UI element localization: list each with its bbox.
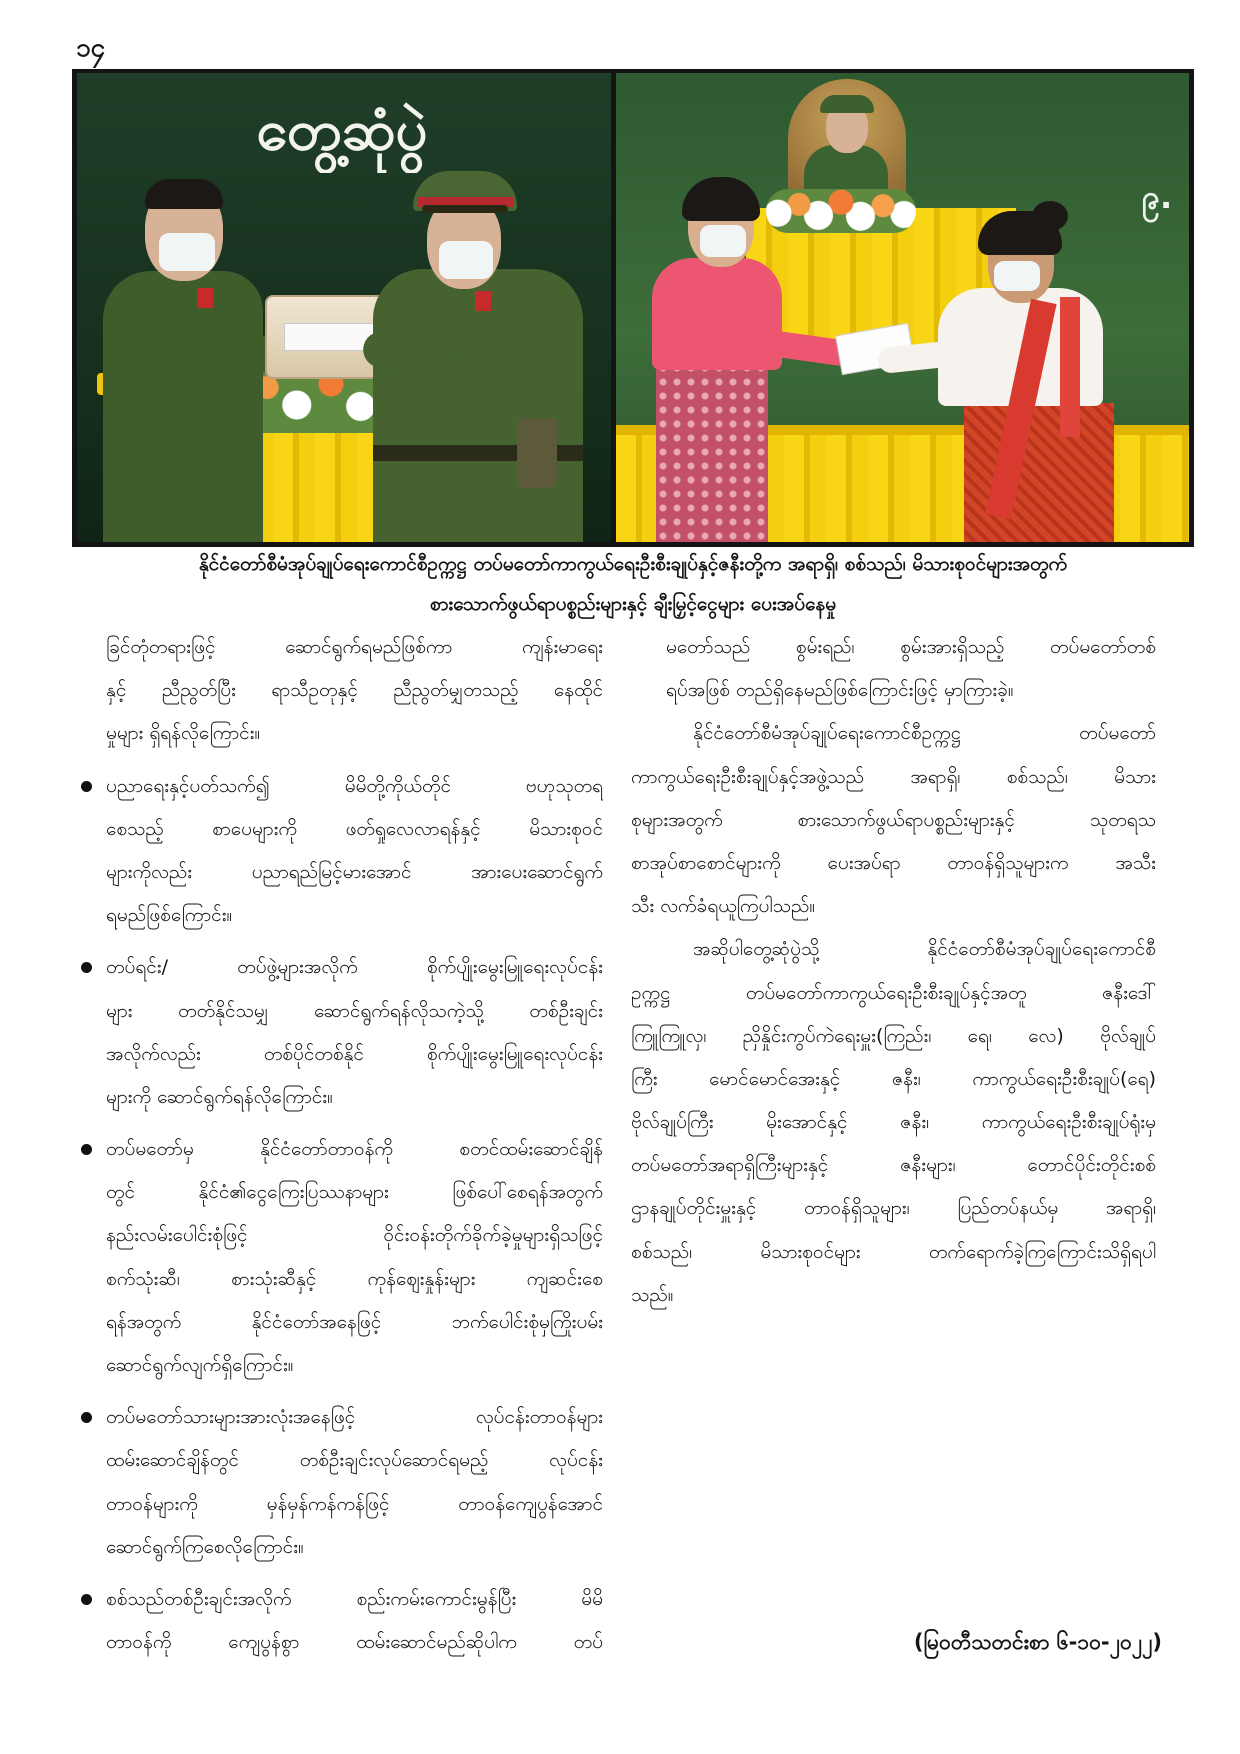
holster bbox=[517, 418, 557, 488]
text-line: တာဝန်ကို ကျေပွန်စွာ ထမ်းဆောင်မည်ဆိုပါက တပ် bbox=[106, 1631, 603, 1654]
woman-left-skirt bbox=[656, 361, 768, 542]
bullet-dot bbox=[81, 1412, 92, 1423]
cap-peak bbox=[422, 205, 508, 213]
text-line: ဆောင်ရွက်ကြစေလိုကြောင်း။ bbox=[106, 1535, 304, 1558]
officer-left-uniform bbox=[103, 271, 263, 542]
text-line: နိုင်ငံတော်စီမံအုပ်ချုပ်ရေးကောင်စီဥက္ကဋ္ဌ တပ်မတော် bbox=[693, 722, 1156, 745]
officer-left-face-mask bbox=[159, 233, 215, 271]
officer-left-insignia bbox=[197, 288, 213, 308]
backdrop-partial-text: ၉. bbox=[1142, 178, 1173, 216]
text-line: မတော်သည် စွမ်းရည်၊ စွမ်းအားရှိသည့် တပ်မတော်တစ် bbox=[666, 636, 1156, 658]
officer-right-insignia bbox=[475, 291, 491, 311]
photo-caption bbox=[76, 544, 1190, 624]
bullet-item bbox=[106, 765, 603, 938]
text-line: စက်သုံးဆီ၊ စားသုံးဆီနှင့် ကုန်ဈေးနှုန်းများ ကျဆင်းစေ bbox=[106, 1267, 603, 1290]
woman-left-hair bbox=[682, 177, 760, 221]
text-line: အဆိုပါတွေ့ဆုံပွဲသို့ နိုင်ငံတော်စီမံအုပ်ချုပ်ရေးကောင်စီ bbox=[693, 938, 1156, 961]
bullet-item bbox=[106, 946, 603, 1119]
text-line: စေသည့် စာပေများကို ဖတ်ရှုလေလာရန်နှင့် မိသားစုဝင် bbox=[106, 817, 603, 840]
text-line: တပ်မတော်အရာရှိကြီးများနှင့် ဇနီးများ၊ တောင်ပိုင်းတိုင်းစစ် bbox=[631, 1154, 1156, 1177]
text-line: စုများအတွက် စားသောက်ဖွယ်ရာပစ္စည်းများနှင့် သုတရသ bbox=[631, 808, 1156, 831]
woman-right-face-mask bbox=[994, 261, 1040, 291]
text-line: တွင် နိုင်ငံ၏ငွေကြေးပြဿနာများ ဖြစ်ပေါ်စေရန်အတွက် bbox=[106, 1181, 603, 1204]
woman-left-face-mask bbox=[700, 225, 746, 257]
source-citation: (မြဝတီသတင်းစာ ၆-၁၀-၂၀၂၂) bbox=[913, 1630, 1162, 1654]
backdrop-banner-text: တွေ့ဆုံပွဲ bbox=[256, 98, 428, 163]
body-paragraph bbox=[631, 712, 1156, 928]
text-line: များ တတ်နိုင်သမျှ ဆောင်ရွက်ရန်လိုသကဲ့သို့ တစ်ဦးချင်း bbox=[106, 999, 603, 1022]
text-line: ကာကွယ်ရေးဦးစီးချုပ်နှင့်အဖွဲ့သည် အရာရှိ၊ စစ်သည်၊ မိသား bbox=[631, 765, 1156, 788]
bullet-dot bbox=[81, 962, 92, 973]
bullet-item bbox=[106, 1578, 603, 1664]
text-line: အလိုက်လည်း တစ်ပိုင်တစ်နိုင် စိုက်ပျိုးမွေးမြူရေးလုပ်ငန်း bbox=[106, 1042, 603, 1065]
bullet-dot bbox=[81, 1594, 92, 1605]
red-scarf-end bbox=[1060, 297, 1080, 437]
bullet-item bbox=[106, 1396, 603, 1569]
officer-right-face-mask bbox=[439, 241, 493, 279]
officer-left-hair bbox=[145, 179, 223, 209]
text-line: ရန်အတွက် နိုင်ငံတော်အနေဖြင့် ဘက်ပေါင်းစုံမှကြိုးပမ်း bbox=[106, 1310, 603, 1333]
page-number: ၁၄ bbox=[76, 33, 106, 63]
seated-officer-cap bbox=[820, 95, 874, 113]
text-line: နှင့် ညီညွတ်ပြီး ရာသီဥတုနှင့် ညီညွတ်မျှတသည့် နေထိုင် bbox=[106, 679, 603, 702]
photo-frame bbox=[72, 69, 1194, 547]
text-line: ဗိုလ်ချုပ်ကြီး မိုးအောင်နှင့် ဇနီး၊ ကာကွယ်ရေးဦးစီးချုပ်ရုံးမှ bbox=[631, 1111, 1156, 1134]
text-line: ကြီး မောင်မောင်အေးနှင့် ဇနီး၊ ကာကွယ်ရေးဦးစီးချုပ်(ရေ) bbox=[631, 1067, 1156, 1090]
text-line: သီး လက်ခံရယူကြပါသည်။ bbox=[631, 895, 816, 918]
text-line: စစ်သည်၊ မိသားစုဝင်များ တက်ရောက်ခဲ့ကြကြောင်းသိရှိရပါ bbox=[631, 1240, 1156, 1263]
woman-right-hair-bun bbox=[1032, 201, 1068, 231]
bullet-item bbox=[106, 1128, 603, 1387]
body-paragraph bbox=[631, 928, 1156, 1317]
flower-arrangement bbox=[766, 189, 916, 233]
text-line: စစ်သည်တစ်ဦးချင်းအလိုက် စည်းကမ်းကောင်းမွန်ပြီး မိမိ bbox=[106, 1587, 603, 1610]
text-line: စာအုပ်စာစောင်များကို ပေးအပ်ရာ တာဝန်ရှိသူများက အသီး bbox=[631, 851, 1156, 874]
intro-paragraph bbox=[106, 626, 603, 756]
bullet-dot bbox=[81, 1144, 92, 1155]
text-line: မှုများ ရှိရန်လိုကြောင်း။ bbox=[106, 722, 261, 745]
photo-wives-handover bbox=[616, 73, 1189, 542]
text-line: တာဝန်များကို မှန်မှန်ကန်ကန်ဖြင့် တာဝန်ကျေပွန်အောင် bbox=[106, 1492, 603, 1515]
text-line: ကြူကြူလှ၊ ညှိနှိုင်းကွပ်ကဲရေးမှူး(ကြည်း၊ ရေ၊ လေ) ဗိုလ်ချုပ် bbox=[631, 1024, 1156, 1047]
text-line: ပညာရေးနှင့်ပတ်သက်၍ မိမိတို့ကိုယ်တိုင် ဗဟုသုတရ bbox=[106, 774, 603, 797]
caption-line: နိုင်ငံတော်စီမံအုပ်ချုပ်ရေးကောင်စီဥက္ကဋ္ဌ တပ်မတော်ကာကွယ်ရေးဦးစီးချုပ်နှင့်ဇနီးတို့က အရာရှိ၊ စစ်သည်၊ မိသားစုဝင်များအတွက် bbox=[198, 553, 1068, 575]
text-line: များကိုလည်း ပညာရည်မြင့်မားအောင် အားပေးဆောင်ရွက် bbox=[106, 860, 603, 883]
text-line: ရမည်ဖြစ်ကြောင်း။ bbox=[106, 904, 233, 927]
text-line: များကို ဆောင်ရွက်ရန်လိုကြောင်း။ bbox=[106, 1085, 333, 1108]
text-line: ရပ်အဖြစ် တည်ရှိနေမည်ဖြစ်ကြောင်းဖြင့် မှာကြားခဲ့။ bbox=[666, 679, 1014, 702]
left-column bbox=[106, 626, 603, 1664]
text-line: တပ်ရင်း/ တပ်ဖွဲ့များအလိုက် စိုက်ပျိုးမွေးမြူရေးလုပ်ငန်း bbox=[106, 956, 603, 979]
photo-officers-handover bbox=[77, 73, 611, 542]
text-line: ဆောင်ရွက်လျက်ရှိကြောင်း။ bbox=[106, 1354, 294, 1376]
bullet-continuation bbox=[631, 626, 1156, 712]
text-line: နည်းလမ်းပေါင်းစုံဖြင့် ဝိုင်းဝန်းတိုက်ခိုက်ခဲ့မှုများရှိသဖြင့် bbox=[106, 1224, 603, 1247]
text-line: ဌာနချုပ်တိုင်းမှူးနှင့် တာဝန်ရှိသူများ၊ ပြည်တပ်နယ်မှ အရာရှိ၊ bbox=[631, 1197, 1156, 1220]
text-line: ခြင်တုံတရားဖြင့် ဆောင်ရွက်ရမည်ဖြစ်ကာ ကျန်းမာရေး bbox=[106, 636, 603, 658]
caption-line: စားသောက်ဖွယ်ရာပစ္စည်းများနှင့် ချီးမြှင့်ငွေများ ပေးအပ်နေမှု bbox=[429, 593, 837, 615]
text-line: တပ်မတော်မှ နိုင်ငံတော်တာဝန်ကို စတင်ထမ်းဆောင်ချိန် bbox=[106, 1138, 603, 1161]
text-line: သည်။ bbox=[631, 1283, 674, 1306]
right-column bbox=[631, 626, 1156, 1317]
text-line: ဥက္ကဋ္ဌ တပ်မတော်ကာကွယ်ရေးဦးစီးချုပ်နှင့်အတူ ဇနီးဒေါ် bbox=[631, 981, 1156, 1004]
bullet-dot bbox=[81, 781, 92, 792]
text-line: ထမ်းဆောင်ချိန်တွင် တစ်ဦးချင်းလုပ်ဆောင်ရမည့် လုပ်ငန်း bbox=[106, 1449, 603, 1472]
text-line: တပ်မတော်သားများအားလုံးအနေဖြင့် လုပ်ငန်းတာဝန်များ bbox=[106, 1406, 603, 1429]
woman-right-skirt bbox=[964, 403, 1114, 542]
